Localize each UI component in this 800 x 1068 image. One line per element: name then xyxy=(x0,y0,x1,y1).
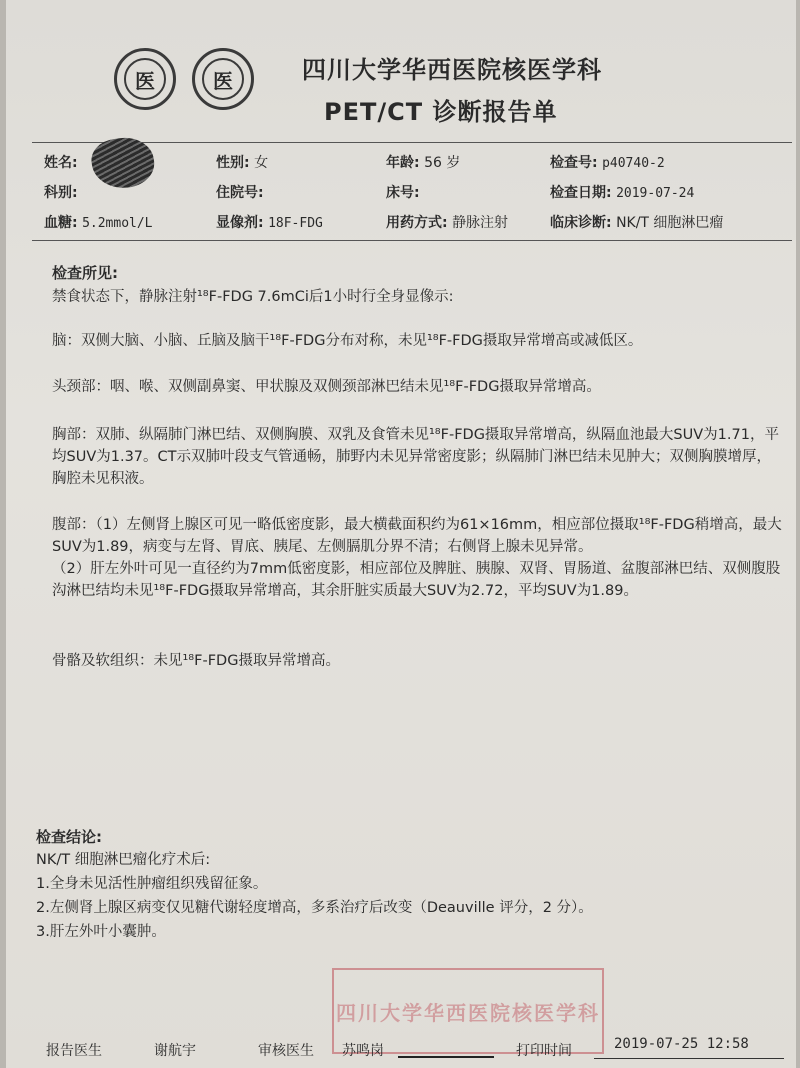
report-title: 四川大学华西医院核医学科 xyxy=(302,56,602,84)
inpatient-field xyxy=(216,182,264,202)
conclusion-title: 检查结论: xyxy=(36,828,102,846)
print-time-underline xyxy=(594,1058,784,1059)
exam-date-value: 2019-07-24 xyxy=(616,186,695,201)
reporter-value: 谢航宇 xyxy=(154,1043,196,1059)
dept-field xyxy=(44,182,78,202)
bed-field xyxy=(386,182,420,202)
sex-field xyxy=(216,152,268,172)
reviewer-signature xyxy=(398,1030,494,1058)
reporter-label: 报告医生 xyxy=(46,1043,102,1059)
age-value: 56 岁 xyxy=(424,155,461,171)
conclusion-line-3: 3.肝左外叶小囊肿。 xyxy=(36,924,166,940)
bed-label: 床号: xyxy=(386,185,420,201)
reviewer-value: 苏鸣岗 xyxy=(342,1043,384,1059)
tracer-field xyxy=(216,212,323,232)
exam-date-label: 检查日期: xyxy=(550,185,612,201)
seal-left-glyph: 医 xyxy=(124,58,166,100)
sex-value: 女 xyxy=(254,155,269,171)
findings-brain: 脑：双侧大脑、小脑、丘脑及脑干¹⁸F-FDG分布对称，未见¹⁸F-FDG摄取异常增高或减低区。 xyxy=(52,333,643,349)
findings-abdomen-1: 腹部：（1）左侧肾上腺区可见一略低密度影，最大横截面积约为61×16mm，相应部位摄取¹⁸F-FDG稍增高，最大SUV为1.89，病变与左肾、胃底、胰尾、左侧膈肌分界不清；右侧肾上腺未见异常。 xyxy=(52,517,782,555)
patient-name-label: 姓名: xyxy=(44,155,78,171)
glucose-value: 5.2mmol/L xyxy=(82,216,153,231)
findings-abdomen-2: （2）肝左外叶可见一直径约为7mm低密度影，相应部位及脾脏、胰腺、双肾、胃肠道、盆腹部淋巴结、双侧腹股沟淋巴结均未见¹⁸F-FDG摄取异常增高，其余肝脏实质最大SUV为2.72，平均SUV为1.89。 xyxy=(52,561,781,599)
divider-bottom xyxy=(32,240,792,241)
diagnosis-value: NK/T 细胞淋巴瘤 xyxy=(616,215,724,231)
conclusion-line-0: NK/T 细胞淋巴瘤化疗术后: xyxy=(36,852,211,868)
diagnosis-field xyxy=(550,212,723,232)
inpatient-label: 住院号: xyxy=(216,185,264,201)
findings-bone: 骨骼及软组织：未见¹⁸F-FDG摄取异常增高。 xyxy=(52,653,340,669)
hospital-seal-right xyxy=(192,48,254,110)
patient-name-field xyxy=(44,152,78,172)
exam-no-field xyxy=(550,152,665,172)
findings-intro: 禁食状态下，静脉注射¹⁸F-FDG 7.6mCi后1小时行全身显像示: xyxy=(52,289,454,305)
report-sheet xyxy=(6,0,796,1068)
age-field xyxy=(386,152,460,172)
glucose-field xyxy=(44,212,153,232)
tracer-value: 18F-FDG xyxy=(268,216,323,231)
tracer-label: 显像剂: xyxy=(216,215,264,231)
print-time-value: 2019-07-25 12:58 xyxy=(614,1036,749,1052)
exam-date-field xyxy=(550,182,694,202)
findings-title: 检查所见: xyxy=(52,264,118,282)
diagnosis-label: 临床诊断: xyxy=(550,215,612,231)
route-field xyxy=(386,212,508,232)
age-label: 年龄: xyxy=(386,155,420,171)
print-time-label: 打印时间 xyxy=(516,1043,572,1059)
conclusion-line-1: 1.全身未见活性肿瘤组织残留征象。 xyxy=(36,876,268,892)
findings-head-neck: 头颈部：咽、喉、双侧副鼻窦、甲状腺及双侧颈部淋巴结未见¹⁸F-FDG摄取异常增高。 xyxy=(52,379,601,395)
hospital-seal-left xyxy=(114,48,176,110)
sex-label: 性别: xyxy=(216,155,250,171)
stamp-text: 四川大学华西医院核医学科 xyxy=(336,1000,600,1025)
reviewer-label: 审核医生 xyxy=(258,1043,314,1059)
report-subtitle: PET/CT 诊断报告单 xyxy=(324,98,558,126)
route-value: 静脉注射 xyxy=(452,215,509,231)
conclusion-line-2: 2.左侧肾上腺区病变仅见糖代谢轻度增高，多系治疗后改变（Deauville 评分，2 分）。 xyxy=(36,900,593,916)
dept-label: 科别: xyxy=(44,185,78,201)
route-label: 用药方式: xyxy=(386,215,448,231)
seal-right-glyph: 医 xyxy=(202,58,244,100)
glucose-label: 血糖: xyxy=(44,215,78,231)
findings-chest: 胸部：双肺、纵隔肺门淋巴结、双侧胸膜、双乳及食管未见¹⁸F-FDG摄取异常增高，纵隔血池最大SUV为1.71，平均SUV为1.37。CT示双肺叶段支气管通畅，肺野内未见异常密度影；纵隔肺门淋巴结未见肿大；双侧胸膜增厚，胸腔未见积液。 xyxy=(52,427,779,487)
exam-no-value: p40740-2 xyxy=(602,156,665,171)
divider-top xyxy=(32,142,792,143)
exam-no-label: 检查号: xyxy=(550,155,598,171)
